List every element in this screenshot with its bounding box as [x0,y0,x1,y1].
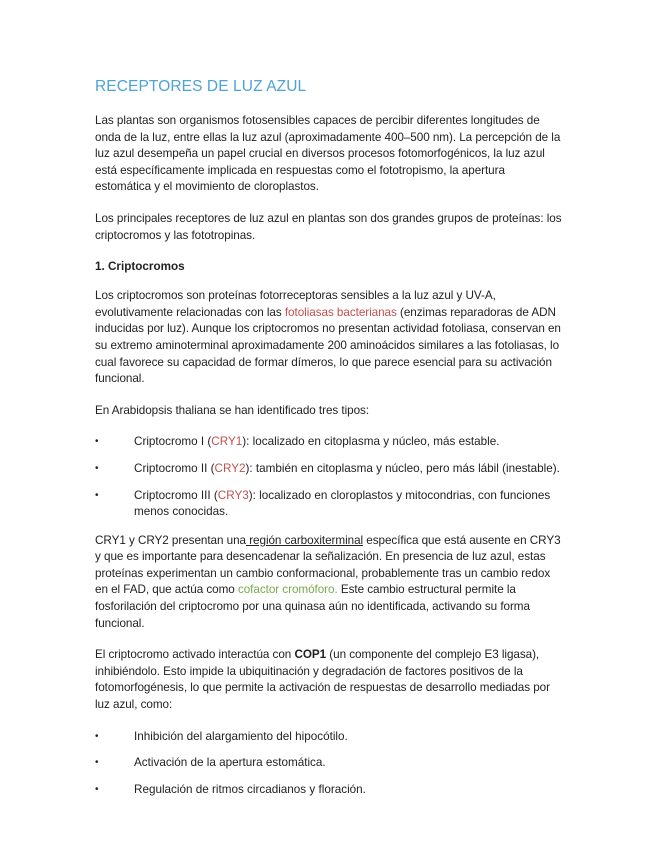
intro-paragraph-1: Las plantas son organismos fotosensibles capaces de percibir diferentes longitudes de onda de la luz, entre ellas la luz azul (aproximadamente 400–500 nm). La percepción de la luz azul desempeña un papel crucial en diversos procesos fotomorfogénicos, la luz azul está específicamente implicada en respuestas como el fototropismo, la apertura estomática y el movimiento de cloroplastos. [95,114,561,194]
list-item-response [95,782,563,799]
responses-list [95,729,563,799]
list-item-cry2 [95,461,563,478]
list-item-cry3 [95,488,563,521]
text-run: (un componente del complejo E3 ligasa), inhibiéndolo. Esto impide la ubiquitinación y degradación de factores positivos de la fotomorfogénesis, lo que permite la activación de respuestas de desarrollo mediadas por luz azul, como: [95,648,550,712]
text-run: Criptocromo III ( [134,488,218,502]
term-region-carboxiterminal[interactable]: región carboxiterminal [246,533,364,547]
section1-paragraph-1 [95,288,563,388]
bullet: • [95,757,99,769]
list-item-response [95,729,563,746]
term-cry2-link[interactable]: CRY2 [214,461,246,475]
text-run: Este cambio estructural permite la fosforilación del criptocromo por una quinasa aún no identificada, activando su forma funcional. [95,583,530,630]
section1-paragraph-4 [95,647,563,713]
text-run: (enzimas reparadoras de ADN inducidas por luz). Aunque los criptocromos no presentan actividad fotoliasa, conservan en su extremo aminoterminal aproximadamente 200 aminoácidos similares a las fotoliasas, lo cual favorece su capacidad de formar dímeros, lo que parece esencial para su activación funcional. [95,305,561,386]
page-title: RECEPTORES DE LUZ AZUL [95,78,307,95]
text-run: ): localizado en cloroplastos y mitocondrias, con funciones menos conocidas. [134,488,551,519]
term-cry1-link[interactable]: CRY1 [211,435,243,449]
bullet: • [95,783,99,795]
text-run: Activación de la apertura estomática. [134,756,326,770]
section1-paragraph-2: En Arabidopsis thaliana se han identificado tres tipos: [95,403,370,417]
text-run: Criptocromo I ( [134,435,212,449]
text-run: específica que está ausente en CRY3 y que es importante para desencadenar la señalización. En presencia de luz azul, estas proteínas experimentan un cambio conformacional, probablemente tras un cambio redox en el FAD, que actúa como [95,533,561,597]
bullet: • [95,436,99,448]
intro-paragraph-2: Los principales receptores de luz azul en plantas son dos grandes grupos de proteínas: los criptocromos y las fototropinas. [95,211,562,242]
section-heading-criptocromos: 1. Criptocromos [95,260,185,274]
term-cofactor-cromoforo-link[interactable]: cofactor cromóforo. [237,583,338,597]
bullet: • [95,462,99,474]
bullet: • [95,489,99,501]
text-run: El criptocromo activado interactúa con [95,648,295,662]
text-run: ): también en citoplasma y núcleo, pero más lábil (inestable). [245,461,560,475]
list-item-cry1 [95,434,563,451]
text-run: Criptocromo II ( [134,461,215,475]
text-run: ): localizado en citoplasma y núcleo, más estable. [242,435,500,449]
text-run: Los criptocromos son proteínas fotorreceptoras sensibles a la luz azul y UV-A, evolutivamente relacionadas con las [95,289,496,319]
list-item-response [95,755,563,772]
term-cry3-link[interactable]: CRY3 [217,488,249,502]
text-run: Regulación de ritmos circadianos y floración. [134,782,366,796]
bullet: • [95,730,99,742]
section1-paragraph-3 [95,533,563,633]
term-cop1: COP1 [294,648,327,662]
text-run: CRY1 y CRY2 presentan una [95,533,246,547]
term-fotoliasas-link[interactable]: fotoliasas bacterianas [284,305,397,319]
cryptochrome-types-list [95,434,563,520]
text-run: Inhibición del alargamiento del hipocótilo. [134,729,348,743]
